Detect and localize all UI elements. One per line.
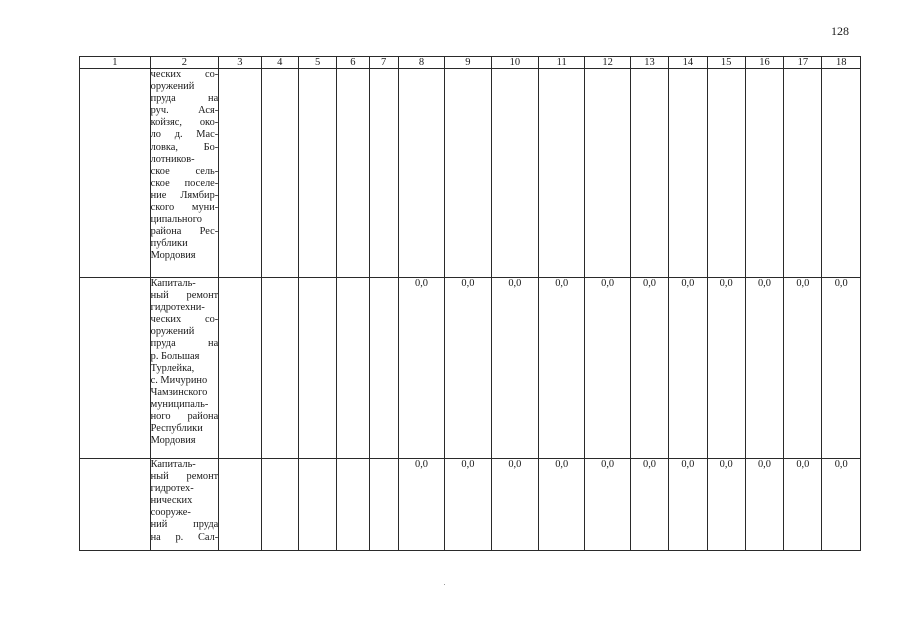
description-line: района Рес- [150, 226, 219, 238]
value-cell: 0,0 [445, 459, 491, 551]
value-cell: 0,0 [585, 278, 630, 459]
table-cell [337, 69, 369, 278]
description-line: пруда на [150, 338, 219, 350]
description-line: ципального [150, 214, 202, 226]
value-cell: 0,0 [784, 459, 822, 551]
value-cell [585, 69, 630, 278]
column-header-17: 17 [784, 57, 822, 69]
description-line: муниципаль- [150, 398, 209, 410]
description-line: Мордовия [150, 435, 196, 447]
description-line: гидротехни- [150, 302, 205, 314]
column-header-4: 4 [261, 57, 298, 69]
description-line: нических [150, 495, 193, 507]
page-number: 128 [831, 24, 849, 38]
table-cell [80, 69, 151, 278]
description-line: руч. Ася- [150, 105, 219, 117]
description-line: оружений [150, 326, 195, 338]
table-cell [261, 278, 298, 459]
value-cell: 0,0 [445, 278, 491, 459]
value-cell: 0,0 [822, 278, 861, 459]
table-cell [298, 69, 336, 278]
value-cell: 0,0 [630, 278, 668, 459]
value-cell [630, 69, 668, 278]
table-row [80, 69, 861, 278]
description-line: на р. Сал- [150, 531, 219, 543]
value-cell: 0,0 [707, 278, 745, 459]
table-cell [219, 459, 261, 551]
table-cell [369, 69, 398, 278]
description-line: публики [150, 238, 188, 250]
description-line: ское поселе- [150, 177, 219, 189]
column-header-10: 10 [491, 57, 538, 69]
column-header-11: 11 [539, 57, 585, 69]
description-line: ского муни- [150, 202, 219, 214]
value-cell: 0,0 [491, 459, 538, 551]
description-line: ческих со- [150, 69, 219, 80]
table-cell [298, 459, 336, 551]
column-header-13: 13 [630, 57, 668, 69]
value-cell: 0,0 [669, 278, 707, 459]
value-cell: 0,0 [585, 459, 630, 551]
table-cell [261, 69, 298, 278]
value-cell: 0,0 [745, 459, 783, 551]
description-line: ный ремонт [150, 471, 219, 483]
table-row [80, 278, 861, 459]
scan-speck [444, 584, 445, 585]
description-cell [150, 459, 219, 551]
value-cell [539, 69, 585, 278]
description-line: Турлейка, [150, 362, 195, 374]
value-cell: 0,0 [669, 459, 707, 551]
description-line: ское сель- [150, 165, 219, 177]
column-header-8: 8 [398, 57, 444, 69]
description-line: ного района [150, 411, 219, 423]
table-cell [337, 278, 369, 459]
column-header-2: 2 [150, 57, 219, 69]
table-cell [80, 459, 151, 551]
description-line: ный ремонт [150, 290, 219, 302]
value-cell [398, 69, 444, 278]
value-cell [707, 69, 745, 278]
table-cell [369, 278, 398, 459]
description-line: с. Мичурино [150, 374, 208, 386]
description-line: ний пруда [150, 519, 219, 531]
description-line: Чамзинского [150, 386, 208, 398]
value-cell: 0,0 [491, 278, 538, 459]
value-cell: 0,0 [630, 459, 668, 551]
description-line: ческих со- [150, 314, 219, 326]
header-row [80, 57, 861, 69]
description-cell [150, 278, 219, 459]
value-cell: 0,0 [784, 278, 822, 459]
description-line: р. Большая [150, 350, 200, 362]
value-cell [445, 69, 491, 278]
column-header-15: 15 [707, 57, 745, 69]
description-line: лотников- [150, 153, 195, 165]
column-header-12: 12 [585, 57, 630, 69]
table-row [80, 459, 861, 551]
description-line: койзяс, око- [150, 117, 219, 129]
column-header-14: 14 [669, 57, 707, 69]
description-line: гидротех- [150, 483, 194, 495]
description-line: оружений [150, 81, 195, 93]
column-header-6: 6 [337, 57, 369, 69]
description-line: ловка, Бо- [150, 141, 219, 153]
column-header-7: 7 [369, 57, 398, 69]
table-cell [298, 278, 336, 459]
value-cell: 0,0 [539, 278, 585, 459]
value-cell: 0,0 [707, 459, 745, 551]
table-cell [219, 69, 261, 278]
value-cell: 0,0 [398, 278, 444, 459]
table-cell [261, 459, 298, 551]
description-cell [150, 69, 219, 278]
column-header-3: 3 [219, 57, 261, 69]
column-header-5: 5 [298, 57, 336, 69]
table-cell [337, 459, 369, 551]
table-cell [219, 278, 261, 459]
value-cell [784, 69, 822, 278]
description-line: Капиталь- [150, 278, 196, 289]
description-line: Республики [150, 423, 203, 435]
value-cell [669, 69, 707, 278]
column-header-18: 18 [822, 57, 861, 69]
table-cell [369, 459, 398, 551]
value-cell: 0,0 [539, 459, 585, 551]
value-cell [745, 69, 783, 278]
column-header-1: 1 [80, 57, 151, 69]
value-cell: 0,0 [745, 278, 783, 459]
value-cell: 0,0 [822, 459, 861, 551]
description-line: Капиталь- [150, 459, 196, 470]
column-header-9: 9 [445, 57, 491, 69]
description-line: ло д. Мас- [150, 129, 219, 141]
value-cell: 0,0 [398, 459, 444, 551]
value-cell [822, 69, 861, 278]
description-line: Мордовия [150, 250, 196, 262]
data-table [79, 56, 861, 551]
description-line: сооруже- [150, 507, 191, 519]
table-cell [80, 278, 151, 459]
description-line: ние Лямбир- [150, 189, 219, 201]
column-header-16: 16 [745, 57, 783, 69]
value-cell [491, 69, 538, 278]
description-line: пруда на [150, 93, 219, 105]
